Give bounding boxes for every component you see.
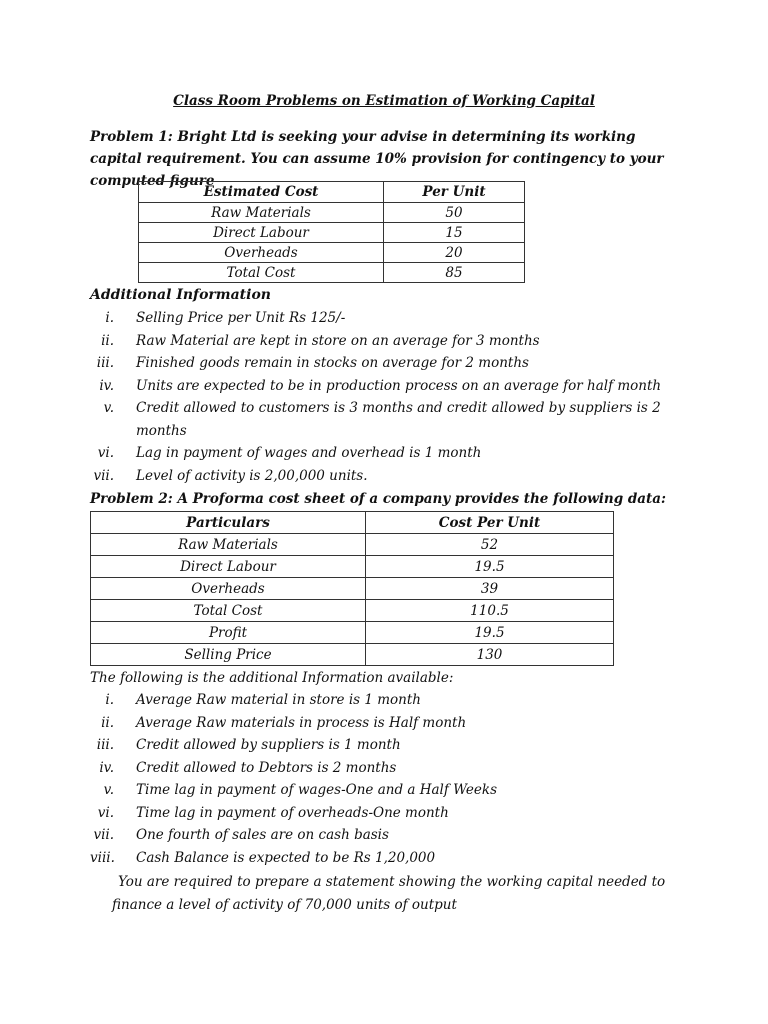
table-cell: Raw Materials [139,203,384,223]
list-number: v. [103,782,114,798]
list-text: Raw Material are kept in store on an average for 3 months [136,332,540,349]
table-row [91,534,614,556]
table-cell: Overheads [139,243,384,263]
table-header-cell: Particulars [91,512,366,534]
list-item [90,689,690,712]
list-number: iv. [99,377,114,394]
table-header-row [139,182,525,203]
list-item [90,779,690,802]
list-text: Lag in payment of wages and overhead is 1 month [136,445,482,461]
list-item [90,712,690,735]
problem-2-cost-sheet-table [90,511,614,666]
list-number: v. [103,400,114,416]
table-cell: Raw Materials [91,534,366,556]
table-cell: 39 [366,578,614,600]
table-cell: Selling Price [91,644,366,666]
table-cell: 15 [384,223,525,243]
list-number: i. [105,310,114,326]
table-row [91,644,614,666]
list-item [90,442,690,465]
list-number: i. [105,692,114,708]
list-text: Time lag in payment of wages-One and a Half Weeks [136,782,498,798]
table-row [139,223,525,243]
table-row [91,556,614,578]
table-header-cell: Estimated Cost [139,182,384,203]
table-row [91,622,614,644]
list-item [90,757,690,780]
list-number: viii. [90,849,115,866]
list-number: iii. [96,737,114,753]
table-row [139,263,525,283]
list-text: Credit allowed by suppliers is 1 month [136,737,401,753]
table-cell: Profit [91,622,366,644]
table-cell: 20 [384,243,525,263]
table-cell: 110.5 [366,600,614,622]
list-number: iv. [99,759,114,776]
table-cell: Direct Labour [139,223,384,243]
list-number: ii. [101,714,114,731]
list-text: Credit allowed to customers is 3 months and credit allowed by suppliers is 2 months [136,400,661,439]
list-item [90,375,690,398]
table-cell: 19.5 [366,622,614,644]
table-cell: 130 [366,644,614,666]
list-text: Finished goods remain in stocks on average for 2 months [136,355,529,371]
list-item [90,330,690,353]
list-item [90,465,690,488]
list-item [90,824,690,847]
problem-1-additional-heading: Additional Information [90,287,271,303]
table-row [91,600,614,622]
table-cell: Direct Labour [91,556,366,578]
list-number: iii. [96,355,114,371]
list-number: vii. [93,827,114,843]
list-item [90,734,690,757]
problem-1-cost-table [138,181,525,283]
table-cell: 19.5 [366,556,614,578]
problem-1-heading: Problem 1: Bright Ltd is seeking your advise in determining its working capital requirement. You can assume 10% provision for contingency to your computed figure [90,129,664,189]
list-number: vi. [97,445,114,461]
list-number: vi. [97,804,114,821]
list-text: Average Raw materials in process is Half month [136,714,467,731]
table-row [91,578,614,600]
list-item [90,307,690,330]
list-number: vii. [93,467,114,484]
list-item [90,397,690,442]
table-cell: 50 [384,203,525,223]
table-cell: Overheads [91,578,366,600]
table-cell: 85 [384,263,525,283]
table-header-cell: Cost Per Unit [366,512,614,534]
table-header-cell: Per Unit [384,182,525,203]
problem-2-heading: Problem 2: A Proforma cost sheet of a company provides the following data: [90,491,667,507]
list-text: Average Raw material in store is 1 month [136,692,421,708]
table-row [139,243,525,263]
problem-2-additional-heading: The following is the additional Information available: [90,670,454,686]
table-cell: 52 [366,534,614,556]
problem-1-info-list [90,307,690,487]
list-text: Level of activity is 2,00,000 units. [136,467,368,484]
list-text: Selling Price per Unit Rs 125/- [136,310,346,326]
list-text: Credit allowed to Debtors is 2 months [136,759,397,776]
list-item [90,847,690,870]
page-title: Class Room Problems on Estimation of Working Capital [173,93,595,109]
problem-2-info-list [90,689,690,869]
table-cell: Total Cost [139,263,384,283]
list-number: ii. [101,332,114,349]
list-item [90,802,690,825]
table-cell: Total Cost [91,600,366,622]
list-text: Units are expected to be in production process on an average for half month [136,377,662,394]
list-text: Time lag in payment of overheads-One month [136,804,449,821]
problem-2-closing-instruction: You are required to prepare a statement showing the working capital needed to finance a level of activity of 70,000 units of output [112,874,666,913]
table-row [139,203,525,223]
table-header-row [91,512,614,534]
list-text: One fourth of sales are on cash basis [136,827,389,843]
list-item [90,352,690,375]
list-text: Cash Balance is expected to be Rs 1,20,000 [136,849,436,866]
